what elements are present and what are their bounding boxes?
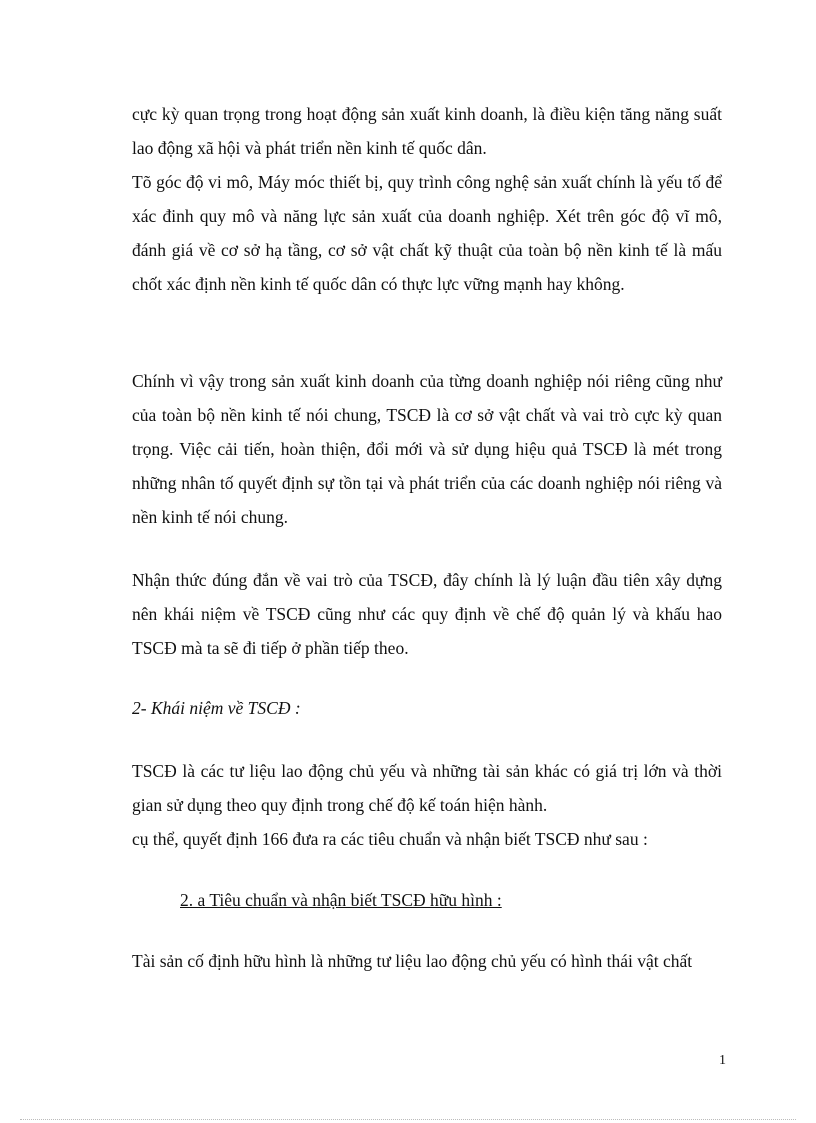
- paragraph: Nhận thức đúng đắn về vai trò của TSCĐ, đây chính là lý luận đầu tiên xây dựng nên khái niệm về TSCĐ cũng như các quy định về chế độ quản lý và khấu hao TSCĐ mà ta sẽ đi tiếp ở phần tiếp theo.: [132, 570, 722, 658]
- paragraph-block-3: [132, 563, 722, 665]
- page-number: 1: [719, 1053, 726, 1068]
- paragraph-block-4: [132, 754, 722, 856]
- paragraph: cực kỳ quan trọng trong hoạt động sản xuất kinh doanh, là điều kiện tăng năng suất lao động xã hội và phát triển nền kinh tế quốc dân.: [132, 104, 722, 158]
- paragraph: Tõ góc độ vi mô, Máy móc thiết bị, quy trình công nghệ sản xuất chính là yếu tố để xác đinh quy mô và năng lực sản xuất của doanh nghiệp. Xét trên góc độ vĩ mô, đánh giá về cơ sở hạ tầng, cơ sở vật chất kỹ thuật của toàn bộ nền kinh tế là mấu chốt xác định nền kinh tế quốc dân có thực lực vững mạnh hay không.: [132, 172, 722, 294]
- paragraph-block-1: [132, 97, 722, 301]
- paragraph: cụ thể, quyết định 166 đưa ra các tiêu chuẩn và nhận biết TSCĐ như sau :: [132, 829, 648, 849]
- paragraph-block-2: [132, 364, 722, 534]
- paragraph: TSCĐ là các tư liệu lao động chủ yếu và những tài sản khác có giá trị lớn và thời gian sử dụng theo quy định trong chế độ kế toán hiện hành.: [132, 761, 722, 815]
- paragraph-block-5: [132, 944, 722, 978]
- paragraph: Tài sản cố định hữu hình là những tư liệu lao động chủ yếu có hình thái vật chất: [132, 951, 693, 971]
- subsection-heading: 2. a Tiêu chuẩn và nhận biết TSCĐ hữu hình :: [180, 890, 502, 910]
- page-bottom-divider: [20, 1119, 796, 1120]
- paragraph: Chính vì vậy trong sản xuất kinh doanh của từng doanh nghiệp nói riêng cũng như của toàn bộ nền kinh tế nói chung, TSCĐ là cơ sở vật chất và vai trò cực kỳ quan trọng. Việc cải tiến, hoàn thiện, đổi mới và sử dụng hiệu quả TSCĐ là mét trong những nhân tố quyết định sự tồn tại và phát triển của các doanh nghiệp nói riêng và nền kinh tế nói chung.: [132, 371, 722, 527]
- section-heading: 2- Khái niệm về TSCĐ :: [132, 698, 301, 718]
